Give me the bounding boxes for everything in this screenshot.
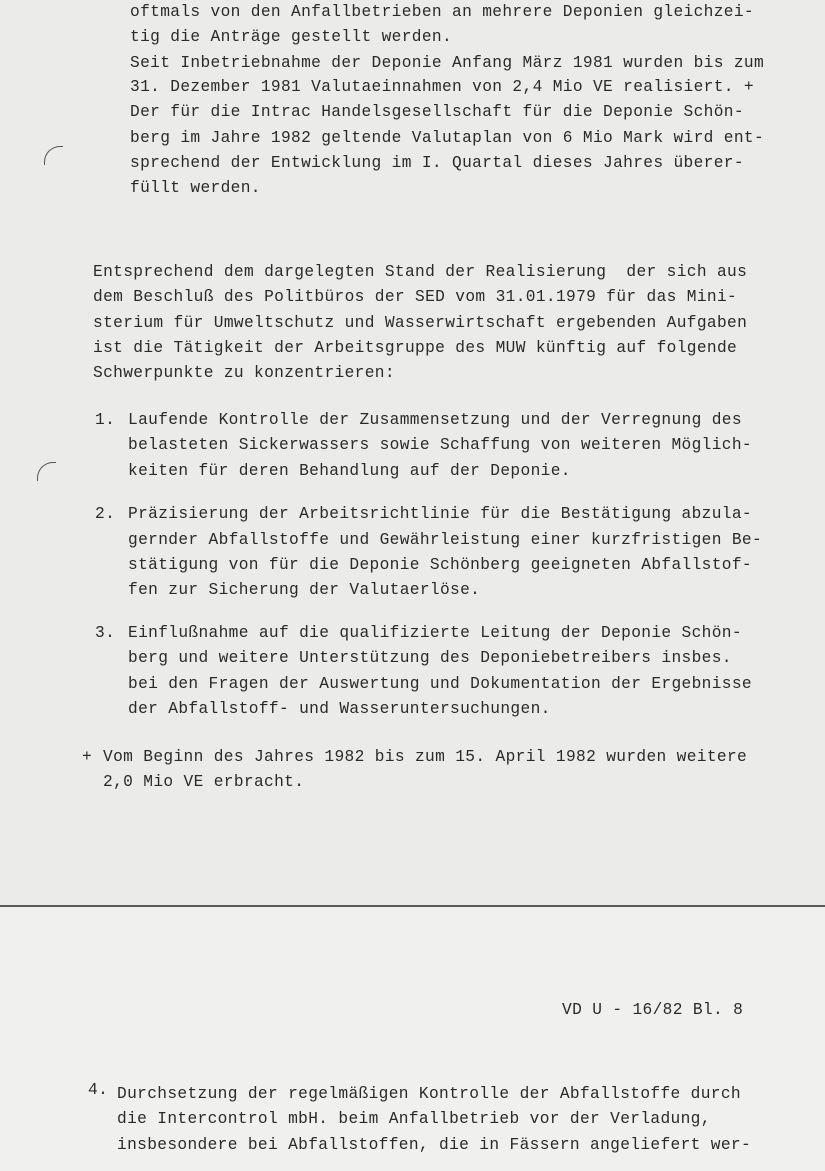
intro-line: berg im Jahre 1982 geltende Valutaplan von 6 Mio Mark wird ent- <box>130 129 765 147</box>
intro-line: Seit Inbetriebnahme der Deponie Anfang März 1981 wurden bis zum <box>130 54 765 72</box>
footnote-line: Vom Beginn des Jahres 1982 bis zum 15. April 1982 wurden weitere <box>103 748 748 766</box>
item-line: insbesondere bei Abfallstoffen, die in Fässern angeliefert wer- <box>117 1136 752 1154</box>
item-line: die Intercontrol mbH. beim Anfallbetrieb vor der Verladung, <box>117 1110 711 1128</box>
item-number: 4. <box>88 1081 109 1099</box>
item-number: 2. <box>95 505 116 523</box>
item-line: Durchsetzung der regelmäßigen Kontrolle der Abfallstoffe durch <box>117 1085 741 1103</box>
body-line: Schwerpunkte zu konzentrieren: <box>93 364 395 382</box>
body-line: Entsprechend dem dargelegten Stand der Realisierung der sich aus <box>93 263 748 281</box>
item-line: bei den Fragen der Auswertung und Dokumentation der Ergebnisse <box>128 675 752 693</box>
footnote-line: 2,0 Mio VE erbracht. <box>103 773 305 791</box>
intro-line: tig die Anträge gestellt werden. <box>130 28 453 46</box>
item-line: stätigung von für die Deponie Schönberg geeigneten Abfallstof- <box>128 556 752 574</box>
item-line: Laufende Kontrolle der Zusammensetzung und der Verregnung des <box>128 411 742 429</box>
intro-line: füllt werden. <box>130 179 261 197</box>
intro-line: oftmals von den Anfallbetrieben an mehrere Deponien gleichzei- <box>130 3 754 21</box>
item-line: fen zur Sicherung der Valutaerlöse. <box>128 581 481 599</box>
body-line: dem Beschluß des Politbüros der SED vom 31.01.1979 für das Mini- <box>93 288 738 306</box>
item-line: Einflußnahme auf die qualifizierte Leitung der Deponie Schön- <box>128 624 742 642</box>
footnote-mark: + <box>82 748 93 766</box>
intro-line: Der für die Intrac Handelsgesellschaft für die Deponie Schön- <box>130 103 744 121</box>
body-line: ist die Tätigkeit der Arbeitsgruppe des MUW künftig auf folgende <box>93 339 738 357</box>
body-line: sterium für Umweltschutz und Wasserwirtschaft ergebenden Aufgaben <box>93 314 748 332</box>
item-line: berg und weitere Unterstützung des Deponiebetreibers insbes. <box>128 649 732 667</box>
punch-hole-mark <box>37 462 56 481</box>
intro-line: sprechend der Entwicklung im I. Quartal dieses Jahres überer- <box>130 154 744 172</box>
page-reference: VD U - 16/82 Bl. 8 <box>562 1001 744 1019</box>
lower-sheet <box>0 905 825 1171</box>
item-line: keiten für deren Behandlung auf der Deponie. <box>128 462 571 480</box>
item-line: der Abfallstoff- und Wasseruntersuchungen. <box>128 700 551 718</box>
item-number: 3. <box>95 624 116 642</box>
intro-line: 31. Dezember 1981 Valutaeinnahmen von 2,4 Mio VE realisiert. + <box>130 78 754 96</box>
item-number: 1. <box>95 411 116 429</box>
item-line: belasteten Sickerwassers sowie Schaffung von weiteren Möglich- <box>128 436 752 454</box>
item-line: gernder Abfallstoffe und Gewährleistung einer kurzfristigen Be- <box>128 531 763 549</box>
item-line: Präzisierung der Arbeitsrichtlinie für die Bestätigung abzula- <box>128 505 752 523</box>
punch-hole-mark <box>44 146 63 165</box>
